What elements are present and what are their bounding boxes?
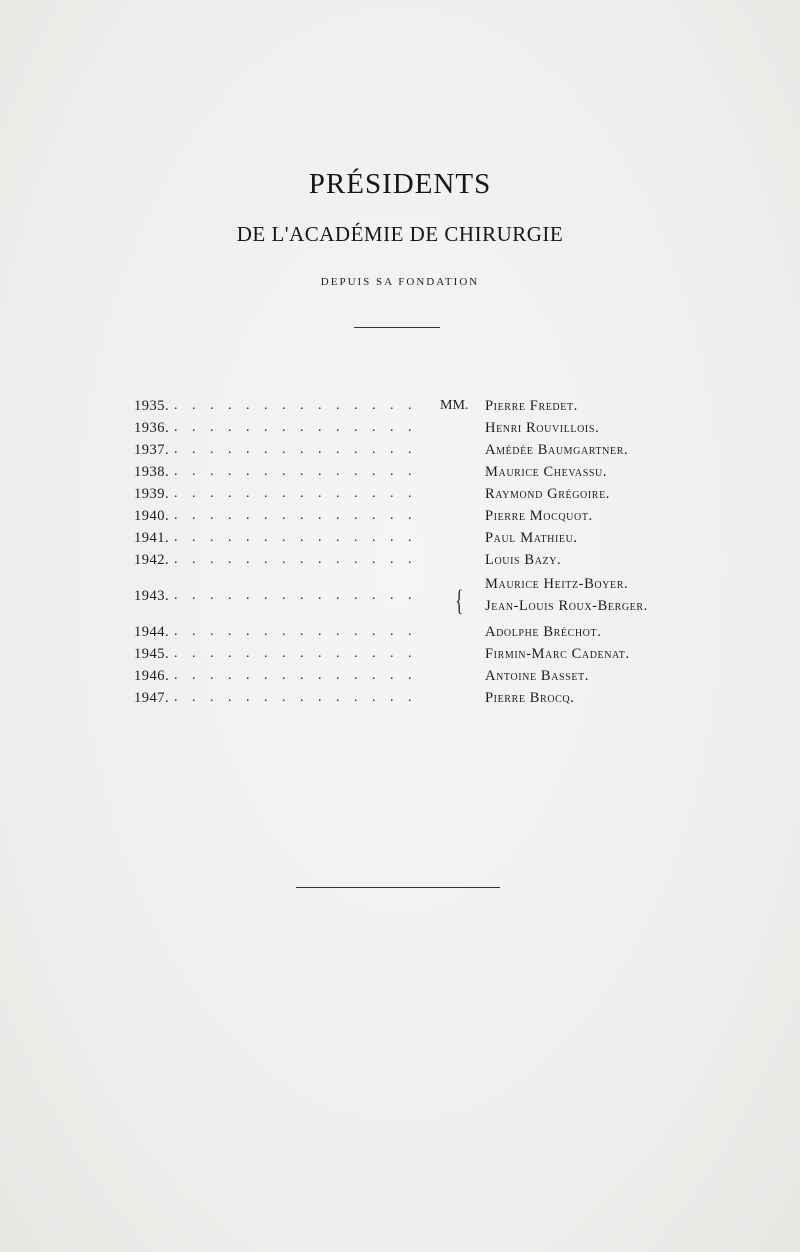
long-divider — [296, 887, 500, 888]
year: 1944. — [134, 624, 170, 640]
list-item — [0, 690, 800, 712]
page-title: PRÉSIDENTS — [308, 168, 492, 200]
list-item — [0, 398, 800, 420]
list-item — [0, 576, 800, 620]
president-name: Firmin-Marc Cadenat. — [485, 646, 630, 662]
year: 1940. — [134, 508, 170, 524]
president-name: Paul Mathieu. — [485, 530, 578, 546]
brace-symbol: { — [455, 584, 464, 617]
list-item — [0, 420, 800, 442]
leader-dots: . . . . . . . . . . . . . . — [174, 464, 417, 479]
list-item — [0, 530, 800, 552]
list-item — [0, 464, 800, 486]
leader-dots: . . . . . . . . . . . . . . — [174, 690, 417, 705]
president-name: Antoine Basset. — [485, 668, 589, 684]
honorific: MM. — [440, 398, 469, 413]
leader-dots: . . . . . . . . . . . . . . — [174, 530, 417, 545]
leader-dots: . . . . . . . . . . . . . . — [174, 442, 417, 457]
leader-dots: . . . . . . . . . . . . . . — [174, 420, 417, 435]
leader-dots: . . . . . . . . . . . . . . — [174, 552, 417, 567]
page-subsubtitle: DEPUIS SA FONDATION — [320, 276, 480, 288]
leader-dots: . . . . . . . . . . . . . . — [174, 624, 417, 639]
list-item — [0, 624, 800, 646]
president-name: Henri Rouvillois. — [485, 420, 600, 436]
president-name: Louis Bazy. — [485, 552, 562, 568]
leader-dots: . . . . . . . . . . . . . . — [174, 398, 417, 413]
president-name: Pierre Fredet. — [485, 398, 578, 414]
list-item — [0, 486, 800, 508]
president-name: Adolphe Bréchot. — [485, 624, 602, 640]
president-name: Amédée Baumgartner. — [485, 442, 629, 458]
year: 1946. — [134, 668, 170, 684]
president-name: Raymond Grégoire. — [485, 486, 611, 502]
page-subtitle: DE L'ACADÉMIE DE CHIRURGIE — [236, 222, 564, 246]
leader-dots: . . . . . . . . . . . . . . — [174, 668, 417, 683]
leader-dots: . . . . . . . . . . . . . . — [174, 508, 417, 523]
year: 1947. — [134, 690, 170, 706]
president-name: Pierre Mocquot. — [485, 508, 593, 524]
year: 1939. — [134, 486, 170, 502]
list-item — [0, 552, 800, 574]
president-name: Maurice Heitz-Boyer. — [485, 576, 629, 592]
year: 1935. — [134, 398, 170, 414]
president-name: Maurice Chevassu. — [485, 464, 608, 480]
leader-dots: . . . . . . . . . . . . . . — [174, 588, 417, 603]
president-name: Jean-Louis Roux-Berger. — [485, 598, 648, 614]
year: 1941. — [134, 530, 170, 546]
year: 1945. — [134, 646, 170, 662]
year: 1936. — [134, 420, 170, 436]
leader-dots: . . . . . . . . . . . . . . — [174, 646, 417, 661]
list-item — [0, 646, 800, 668]
year: 1943. — [134, 588, 170, 604]
short-divider — [354, 327, 440, 328]
year: 1937. — [134, 442, 170, 458]
year: 1938. — [134, 464, 170, 480]
list-item — [0, 508, 800, 530]
list-item — [0, 668, 800, 690]
president-name: Pierre Brocq. — [485, 690, 575, 706]
year: 1942. — [134, 552, 170, 568]
leader-dots: . . . . . . . . . . . . . . — [174, 486, 417, 501]
list-item — [0, 442, 800, 464]
